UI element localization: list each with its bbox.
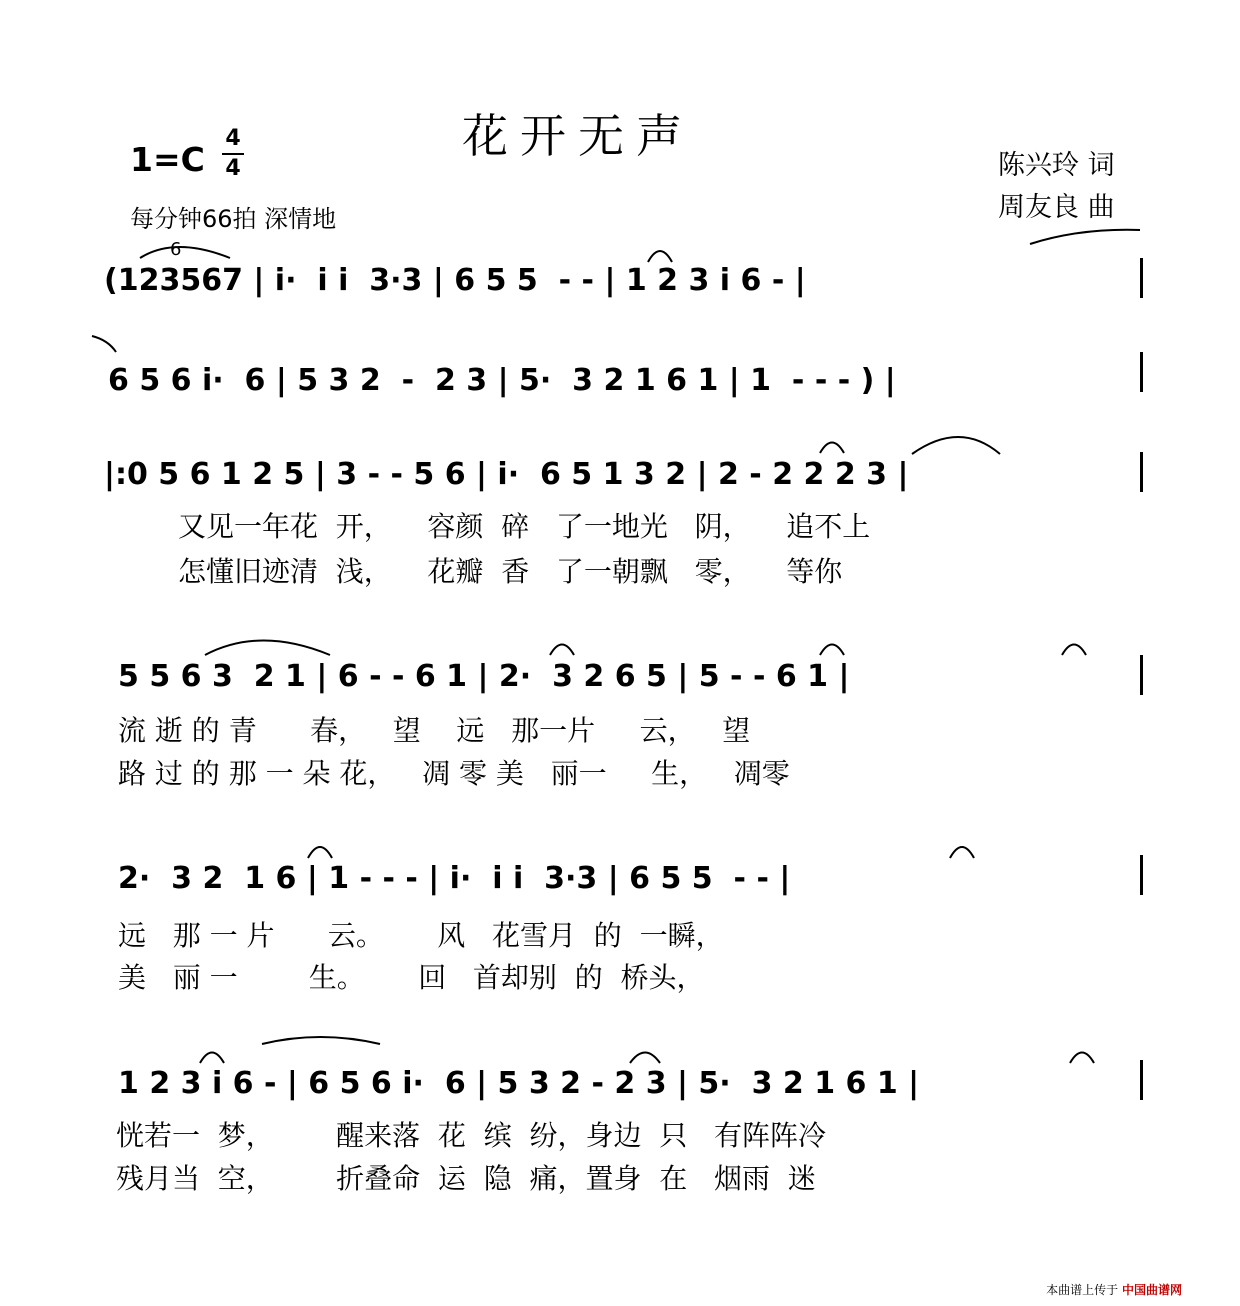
- key-signature: 1=C: [130, 140, 205, 179]
- lyric-row-3-verse-1: 又见一年花 开， 容颜 碎 了一地光 阴， 追不上: [178, 510, 871, 543]
- notation-row-5: 2· 3 2 1 6 | 1 - - - | i· i i 3·3 | 6 5 5 - - |: [118, 861, 791, 896]
- lyricist-credit: 陈兴玲 词: [998, 150, 1115, 181]
- fermata: [1070, 1053, 1094, 1064]
- fermata: [630, 1053, 660, 1064]
- footer-text: 本曲谱上传于: [1046, 1283, 1119, 1297]
- composer-credit: 周友良 曲: [998, 192, 1115, 223]
- fermata: [820, 443, 844, 454]
- meter-bottom: 4: [225, 156, 241, 181]
- tie: [262, 1037, 380, 1044]
- fermata: [1062, 645, 1086, 656]
- bar-line: [1140, 452, 1143, 492]
- tempo-marking: 每分钟66拍 深情地: [130, 205, 337, 233]
- notation-row-2: 6 5 6 i· 6 | 5 3 2 - 2 3 | 5· 3 2 1 6 1 | 1 - - - ) |: [108, 363, 896, 398]
- tie: [912, 437, 1000, 454]
- fermata: [648, 251, 672, 262]
- tuplet-number: 6: [170, 239, 182, 260]
- fermata: [550, 645, 574, 656]
- lyric-row-3-verse-2: 怎懂旧迹清 浅， 花瓣 香 了一朝飘 零， 等你: [178, 555, 843, 588]
- lyric-row-6-verse-1: 恍若一 梦， 醒来落 花 缤 纷，身边 只 有阵阵冷: [116, 1119, 827, 1152]
- footer-credit: [1046, 1281, 1182, 1298]
- tie: [92, 336, 116, 352]
- lyric-row-4-verse-1: 流 逝 的 青 春， 望 远 那一片 云， 望: [118, 714, 751, 747]
- slur: [205, 641, 330, 656]
- song-title: 花开无声: [462, 109, 694, 163]
- bar-line: [1140, 352, 1143, 392]
- lyric-row-6-verse-2: 残月当 空， 折叠命 运 隐 痛，置身 在 烟雨 迷: [116, 1162, 816, 1195]
- fermata: [950, 847, 974, 858]
- notation-row-6: 1 2 3 i 6 - | 6 5 6 i· 6 | 5 3 2 - 2 3 | 5· 3 2 1 6 1 |: [118, 1066, 920, 1101]
- bar-line: [1140, 1060, 1143, 1100]
- meter-top: 4: [225, 126, 241, 151]
- lyric-row-5-verse-2: 美 丽 一 生。 回 首却别 的 桥头，: [118, 961, 705, 994]
- bar-line: [1140, 655, 1143, 695]
- fermata: [200, 1053, 224, 1064]
- site-logo: 中国曲谱网: [1121, 1283, 1182, 1297]
- tie: [1030, 230, 1140, 244]
- bar-line: [1140, 855, 1143, 895]
- lyric-row-5-verse-1: 远 那 一 片 云。 风 花雪月 的 一瞬，: [118, 919, 724, 952]
- lyric-row-4-verse-2: 路 过 的 那 一 朵 花， 凋 零 美 丽一 生， 凋零: [118, 757, 790, 790]
- fermata: [308, 847, 332, 858]
- notation-row-4: 5 5 6 3 2 1 | 6 - - 6 1 | 2· 3 2 6 5 | 5 - - 6 1 |: [118, 659, 850, 694]
- bar-line: [1140, 258, 1143, 298]
- notation-row-3: |:0 5 6 1 2 5 | 3 - - 5 6 | i· 6 5 1 3 2 | 2 - 2 2 2 3 |: [104, 457, 909, 492]
- fermata: [820, 645, 844, 656]
- notation-row-1: (123567 | i· i i 3·3 | 6 5 5 - - | 1 2 3 i 6 - |: [104, 263, 806, 298]
- tuplet-slur: [140, 247, 230, 258]
